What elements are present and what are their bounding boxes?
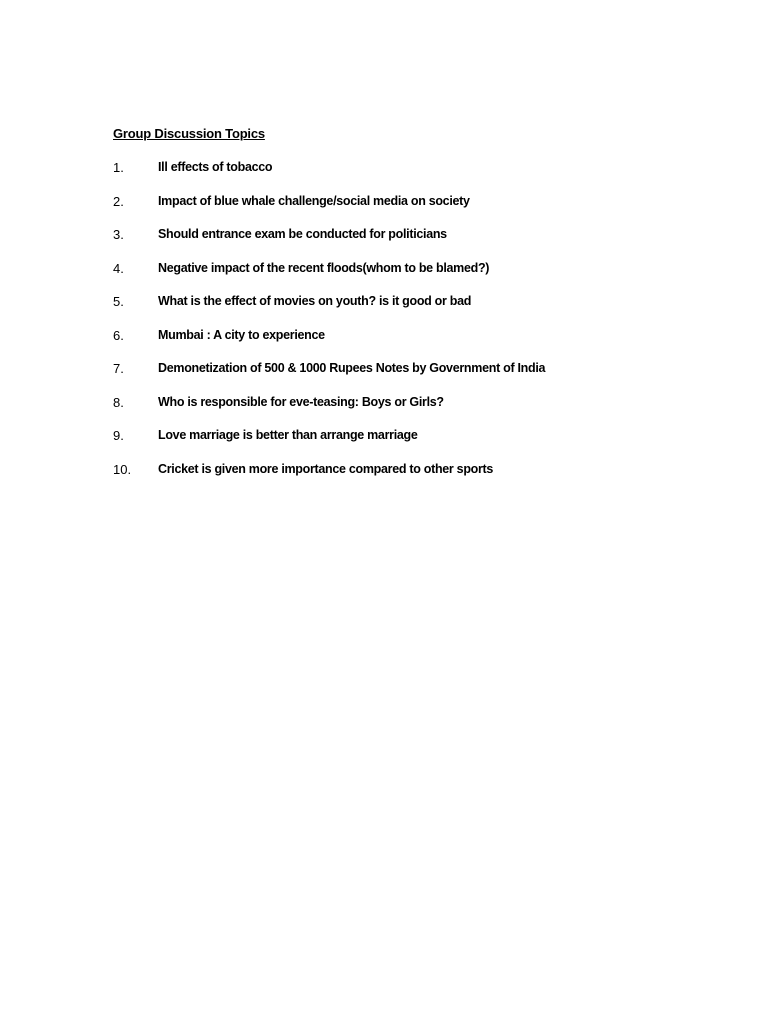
list-item [0,261,768,281]
list-item [0,428,768,448]
list-item [0,395,768,415]
list-item [0,294,768,314]
list-item [0,328,768,348]
list-item-number: 8. [113,395,124,410]
list-item [0,194,768,214]
list-item [0,160,768,180]
list-item-text: Impact of blue whale challenge/social media on society [158,194,470,208]
list-item-number: 6. [113,328,124,343]
list-item-number: 1. [113,160,124,175]
list-item [0,227,768,247]
list-item-number: 9. [113,428,124,443]
list-item-number: 4. [113,261,124,276]
list-item [0,462,768,482]
list-item-number: 3. [113,227,124,242]
list-item-number: 5. [113,294,124,309]
list-item [0,361,768,381]
list-item-text: Mumbai : A city to experience [158,328,325,342]
list-item-text: What is the effect of movies on youth? is it good or bad [158,294,472,308]
list-item-text: Negative impact of the recent floods(whom to be blamed?) [158,261,490,275]
list-item-text: Should entrance exam be conducted for politicians [158,227,447,241]
list-item-number: 7. [113,361,124,376]
page-title: Group Discussion Topics [113,126,265,141]
list-item-text: Who is responsible for eve-teasing: Boys or Girls? [158,395,444,409]
list-item-number: 2. [113,194,124,209]
list-item-number: 10. [113,462,132,477]
list-item-text: Ill effects of tobacco [158,160,273,174]
list-item-text: Love marriage is better than arrange marriage [158,428,418,442]
list-item-text: Demonetization of 500 & 1000 Rupees Notes by Government of India [158,361,546,375]
list-item-text: Cricket is given more importance compared to other sports [158,462,494,476]
